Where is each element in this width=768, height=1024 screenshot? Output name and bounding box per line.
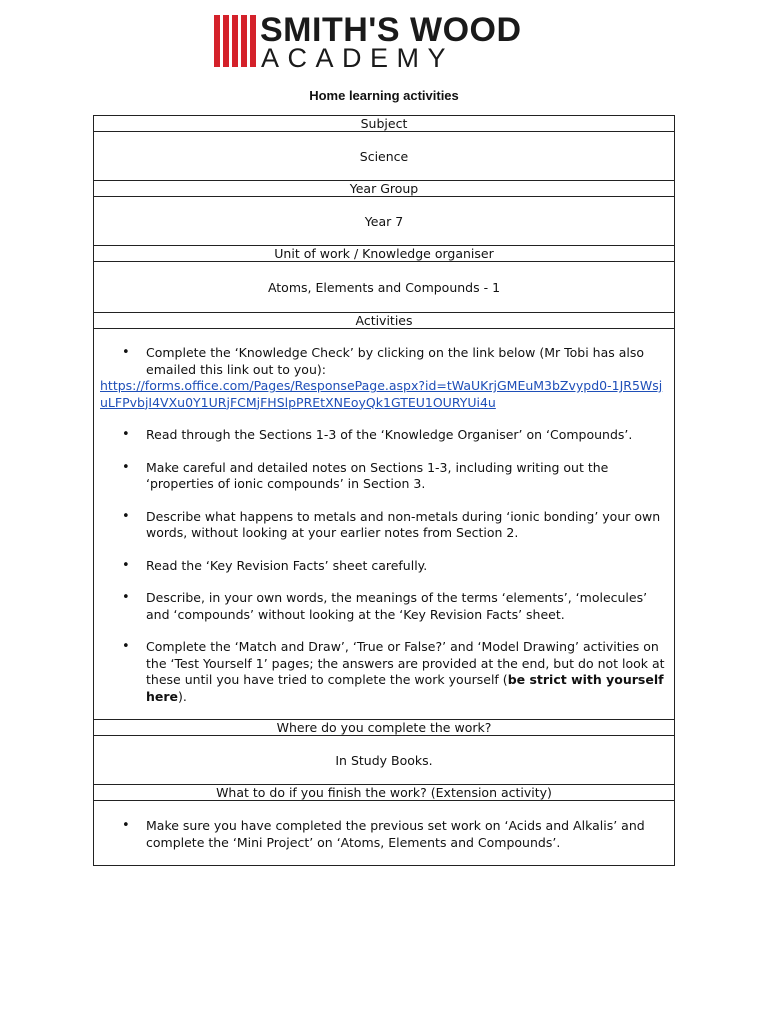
page-title: Home learning activities <box>309 88 459 103</box>
subject-value: Science <box>94 132 675 181</box>
list-item: • Complete the ‘Knowledge Check’ by clicking on the link below (Mr Tobi has also emailed this link out to you): <box>100 345 668 378</box>
extension-cell <box>94 801 675 866</box>
logo-name: SMITH'S WOOD <box>260 11 522 49</box>
list-item <box>100 639 668 705</box>
extension-list <box>100 818 668 851</box>
academy-logo <box>214 11 554 73</box>
unit-value: Atoms, Elements and Compounds - 1 <box>94 262 675 313</box>
year-group-label: Year Group <box>94 181 675 197</box>
item-emphasis: be strict with yourself here <box>146 672 664 704</box>
subject-label: Subject <box>94 116 675 132</box>
extension-label: What to do if you finish the work? (Extension activity) <box>94 785 675 801</box>
activities-list <box>100 345 668 378</box>
where-value: In Study Books. <box>94 736 675 785</box>
list-item: • Make sure you have completed the previous set work on ‘Acids and Alkalis’ and complete the ‘Mini Project’ on ‘Atoms, Elements and Compounds’. <box>100 818 668 851</box>
activities-list-continued <box>100 427 668 705</box>
logo-subname: ACADEMY <box>261 43 455 73</box>
year-group-value: Year 7 <box>94 197 675 246</box>
list-item: • Read the ‘Key Revision Facts’ sheet carefully. <box>100 558 668 575</box>
logo-bars-icon <box>214 15 256 67</box>
activities-cell <box>94 329 675 720</box>
list-item: • Describe what happens to metals and non-metals during ‘ionic bonding’ your own words, without looking at your earlier notes from Section 2. <box>100 509 668 542</box>
activities-table <box>93 115 675 866</box>
list-item: • Read through the Sections 1-3 of the ‘Knowledge Organiser’ on ‘Compounds’. <box>100 427 668 444</box>
unit-label: Unit of work / Knowledge organiser <box>94 246 675 262</box>
item-text: Complete the ‘Match and Draw’, ‘True or False?’ and ‘Model Drawing’ activities on the ‘Test Yourself 1’ pages; the answers are provided at the end, but do not look at these until you have tried to complete the work yourself ( <box>146 639 665 687</box>
where-label: Where do you complete the work? <box>94 720 675 736</box>
knowledge-check-link[interactable]: https://forms.office.com/Pages/ResponsePage.aspx?id=tWaUKrjGMEuM3bZvypd0-1JR5WsjuLFPvbjI4VXu0Y1URjFCMjFHSlpPREtXNEoyQk1GTEU1OURYUi4u <box>100 378 663 410</box>
activities-label: Activities <box>94 313 675 329</box>
list-item: • Describe, in your own words, the meanings of the terms ‘elements’, ‘molecules’ and ‘compounds’ without looking at the ‘Key Revision Facts’ sheet. <box>100 590 668 623</box>
item-text-end: ). <box>178 688 187 704</box>
list-item: • Make careful and detailed notes on Sections 1-3, including writing out the ‘properties of ionic compounds’ in Section 3. <box>100 460 668 493</box>
